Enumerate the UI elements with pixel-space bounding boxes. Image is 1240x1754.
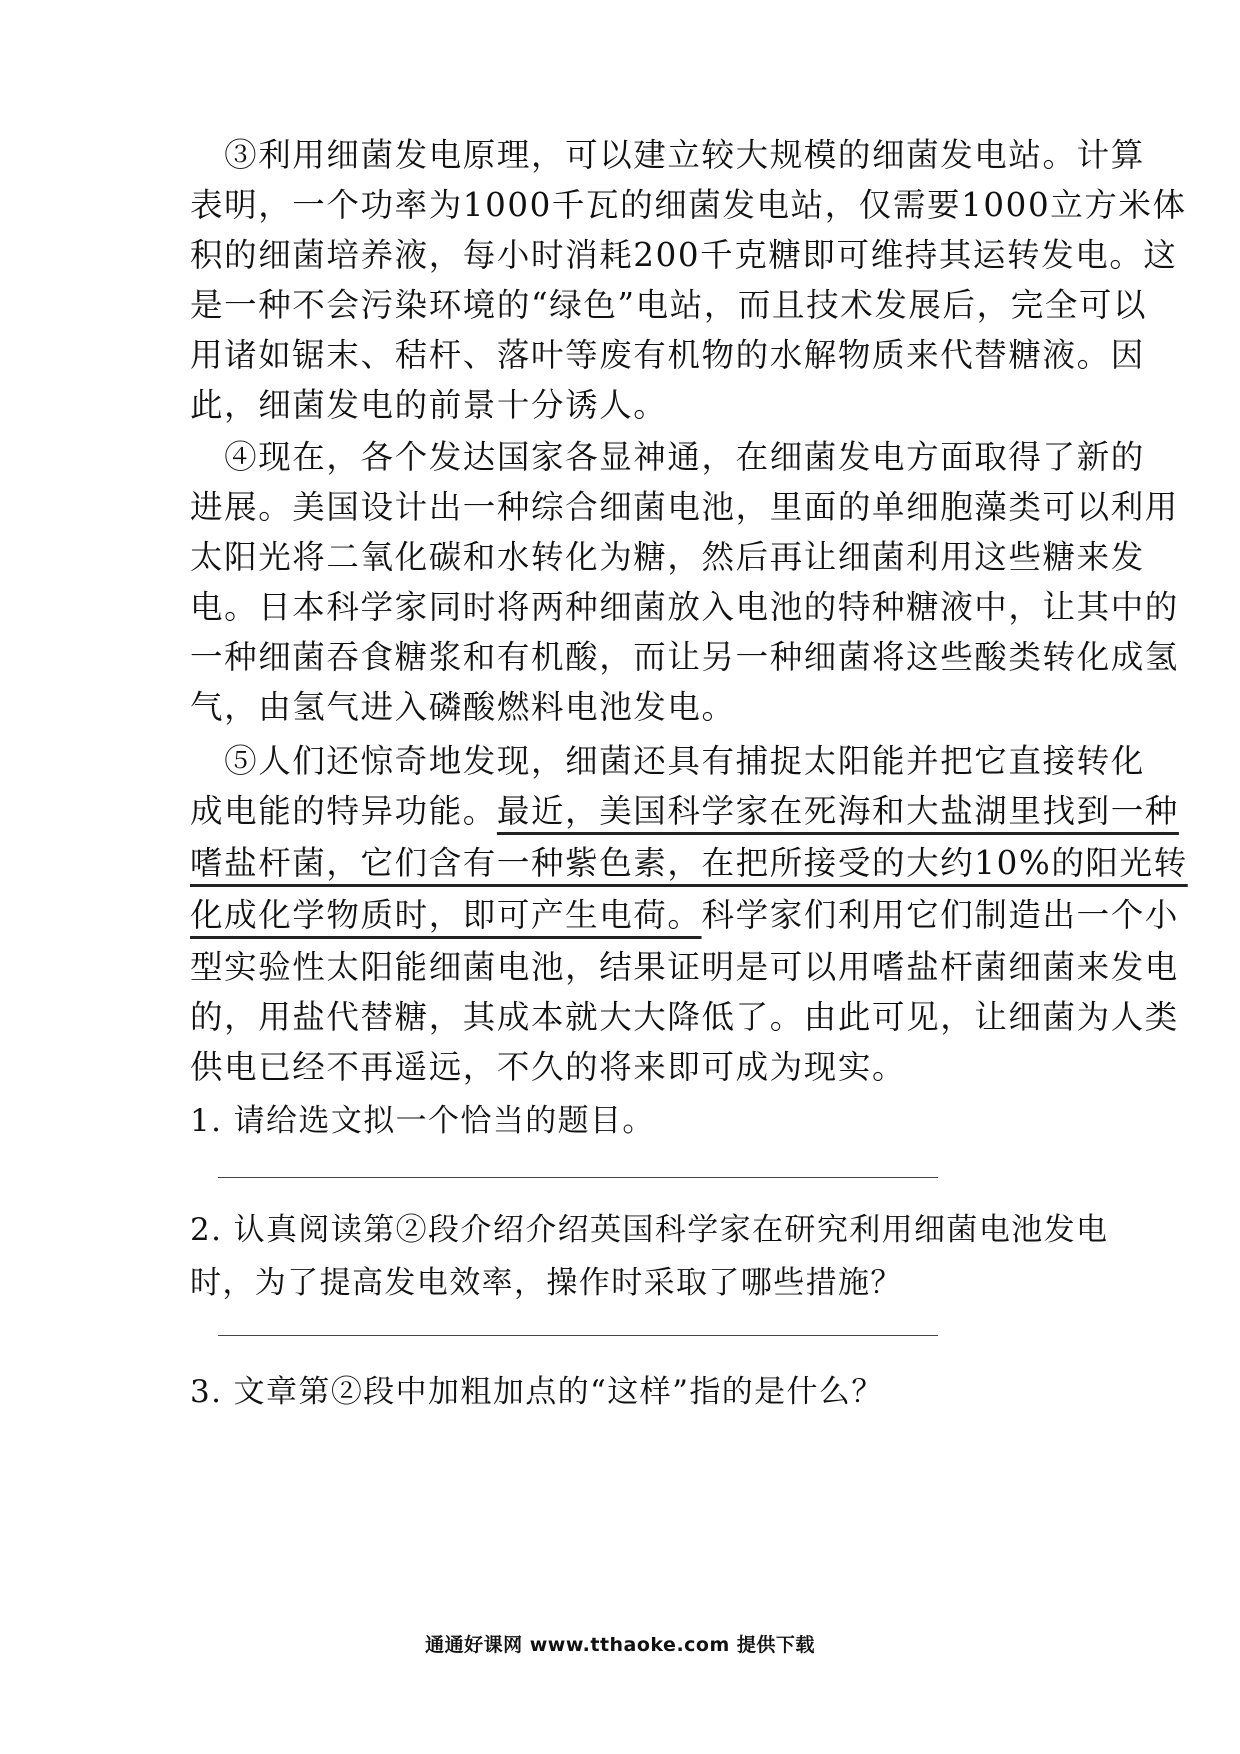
footer-download-note: 通通好课网 www.tthaoke.com 提供下载 <box>425 1634 815 1656</box>
paragraph-3-line-6: 此，细菌发电的前景十分诱人。 <box>190 386 668 424</box>
answer-line-1 <box>218 1177 938 1178</box>
paragraph-3-line-2: 表明，一个功率为1000千瓦的细菌发电站，仅需要1000立方米体 <box>190 186 1187 224</box>
paragraph-4-line-5: 一种细菌吞食糖浆和有机酸，而让另一种细菌将这些酸类转化成氢 <box>190 638 1179 676</box>
paragraph-4-line-6: 气，由氢气进入磷酸燃料电池发电。 <box>190 688 736 726</box>
answer-line-2 <box>218 1335 938 1336</box>
paragraph-3-line-5: 用诸如锯末、秸杆、落叶等废有机物的水解物质来代替糖液。因 <box>190 336 1145 374</box>
paragraph-4-line-1: ④现在，各个发达国家各显神通，在细菌发电方面取得了新的 <box>190 438 1145 476</box>
underlined-sentence-part-3: 化成化学物质时，即可产生电荷。 <box>190 896 702 934</box>
paragraph-5-line-3 <box>190 838 1188 888</box>
paragraph-5-line-2 <box>190 786 1179 836</box>
question-3: 3. 文章第②段中加粗加点的“这样”指的是什么？ <box>190 1374 884 1410</box>
question-2-line-1: 2. 认真阅读第②段介绍介绍英国科学家在研究利用细菌电池发电 <box>190 1212 1109 1248</box>
paragraph-5-line-7: 供电已经不再遥远，不久的将来即可成为现实。 <box>190 1048 907 1086</box>
question-2-line-2: 时，为了提高发电效率，操作时采取了哪些措施？ <box>190 1265 903 1301</box>
paragraph-3-line-3: 积的细菌培养液，每小时消耗200千克糖即可维持其运转发电。这 <box>190 236 1178 274</box>
paragraph-5-line-6: 的，用盐代替糖，其成本就大大降低了。由此可见，让细菌为人类 <box>190 998 1179 1036</box>
paragraph-5-line-2-plain: 成电能的特异功能。 <box>190 792 497 830</box>
paragraph-4-line-3: 太阳光将二氧化碳和水转化为糖，然后再让细菌利用这些糖来发 <box>190 538 1145 576</box>
underlined-sentence-part-1: 最近，美国科学家在死海和大盐湖里找到一种 <box>496 792 1179 830</box>
paragraph-5-line-1: ⑤人们还惊奇地发现，细菌还具有捕捉太阳能并把它直接转化 <box>190 742 1145 780</box>
paragraph-3-line-1: ③利用细菌发电原理，可以建立较大规模的细菌发电站。计算 <box>190 136 1145 174</box>
paragraph-4-line-4: 电。日本科学家同时将两种细菌放入电池的特种糖液中，让其中的 <box>190 588 1179 626</box>
paragraph-5-line-4-plain: 科学家们利用它们制造出一个小 <box>701 896 1179 934</box>
underlined-sentence-part-2: 嗜盐杆菌，它们含有一种紫色素，在把所接受的大约10%的阳光转 <box>190 844 1188 882</box>
question-1: 1. 请给选文拟一个恰当的题目。 <box>190 1103 655 1139</box>
paragraph-5-line-4 <box>190 890 1179 940</box>
paragraph-5-line-5: 型实验性太阳能细菌电池，结果证明是可以用嗜盐杆菌细菌来发电 <box>190 948 1179 986</box>
paragraph-3-line-4: 是一种不会污染环境的“绿色”电站，而且技术发展后，完全可以 <box>190 286 1148 324</box>
paragraph-4-line-2: 进展。美国设计出一种综合细菌电池，里面的单细胞藻类可以利用 <box>190 488 1179 526</box>
